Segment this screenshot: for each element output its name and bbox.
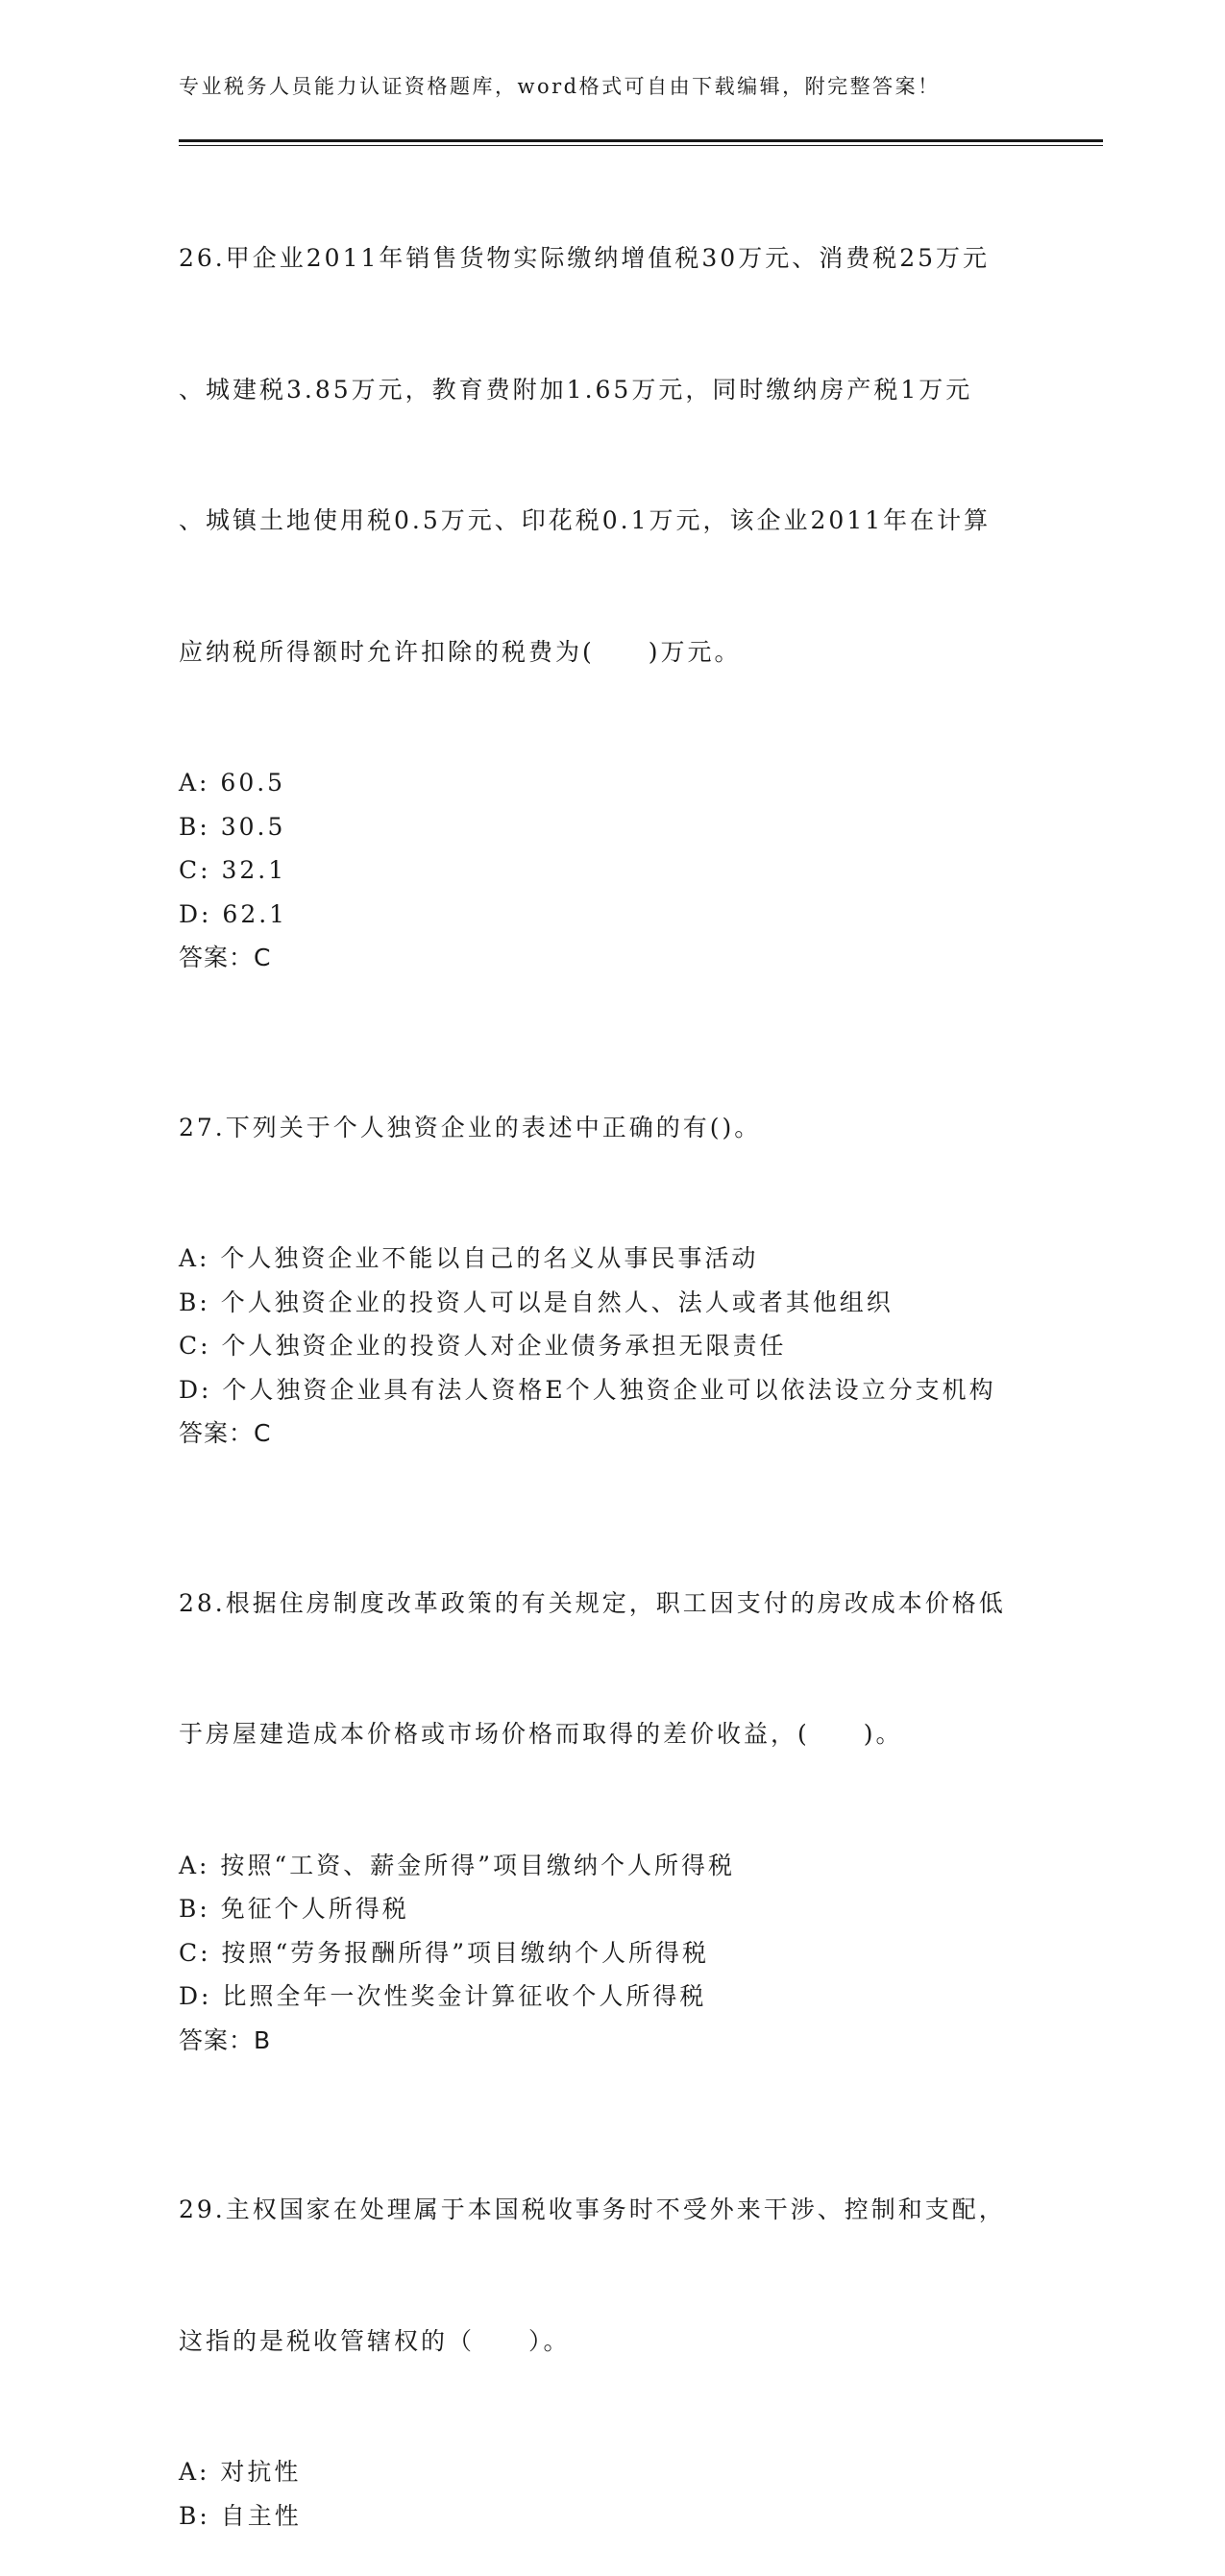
question-stem: [179, 1494, 1101, 1844]
question-list: [179, 149, 1101, 2576]
stem-line: 29.主权国家在处理属于本国税收事务时不受外来干涉、控制和支配，: [179, 2196, 1006, 2223]
option-d: D: 比照全年一次性奖金计算征收个人所得税: [179, 1982, 707, 2010]
option-b: B: 自主性: [179, 2501, 302, 2530]
option-b: B: 个人独资企业的投资人可以是自然人、法人或者其他组织: [179, 1288, 894, 1316]
option-c: C: 个人独资企业的投资人对企业债务承担无限责任: [179, 1332, 787, 1360]
question-26: [179, 149, 1101, 980]
question-28: [179, 1494, 1101, 2063]
option-b: B: 30.5: [179, 812, 286, 841]
option-c: C: 32.1: [179, 856, 287, 884]
option-a: A: 60.5: [179, 769, 286, 797]
stem-line: 这指的是税收管辖权的（ ）。: [179, 2326, 571, 2355]
option-b: B: 免征个人所得税: [179, 1895, 409, 1923]
question-stem: [179, 2100, 1101, 2450]
stem-line: 28.根据住房制度改革政策的有关规定，职工因支付的房改成本价格低: [179, 1588, 1006, 1617]
option-a: A: 个人独资企业不能以自己的名义从事民事活动: [179, 1244, 759, 1272]
option-a: A: 对抗性: [179, 2458, 302, 2486]
question-29: [179, 2100, 1101, 2538]
question-27: [179, 1018, 1101, 1456]
option-a: A: 按照“工资、薪金所得”项目缴纳个人所得税: [179, 1851, 735, 1879]
question-stem: [179, 1018, 1101, 1238]
stem-line: 、城建税3.85万元，教育费附加1.65万元，同时缴纳房产税1万元: [179, 375, 973, 404]
stem-line: 于房屋建造成本价格或市场价格而取得的差价收益，( )。: [179, 1720, 903, 1748]
option-d: D: 个人独资企业具有法人资格E个人独资企业可以依法设立分支机构: [179, 1375, 996, 1404]
option-d: D: 62.1: [179, 899, 288, 928]
option-c: C: 按照“劳务报酬所得”项目缴纳个人所得税: [179, 1938, 710, 1967]
header-rule-thin: [179, 145, 1103, 146]
header-rule-thick: [179, 139, 1103, 142]
stem-line: 27.下列关于个人独资企业的表述中正确的有()。: [179, 1113, 762, 1141]
stem-line: 、城镇土地使用税0.5万元、印花税0.1万元，该企业2011年在计算: [179, 506, 992, 534]
answer-line: 答案：B: [179, 2025, 272, 2054]
stem-line: 应纳税所得额时允许扣除的税费为( )万元。: [179, 637, 742, 666]
page-header: 专业税务人员能力认证资格题库，word格式可自由下载编辑，附完整答案！: [179, 75, 941, 98]
answer-line: 答案：C: [179, 944, 272, 971]
stem-line: 26.甲企业2011年销售货物实际缴纳增值税30万元、消费税25万元: [179, 244, 991, 272]
question-stem: [179, 149, 1101, 761]
answer-line: 答案：C: [179, 1419, 272, 1447]
